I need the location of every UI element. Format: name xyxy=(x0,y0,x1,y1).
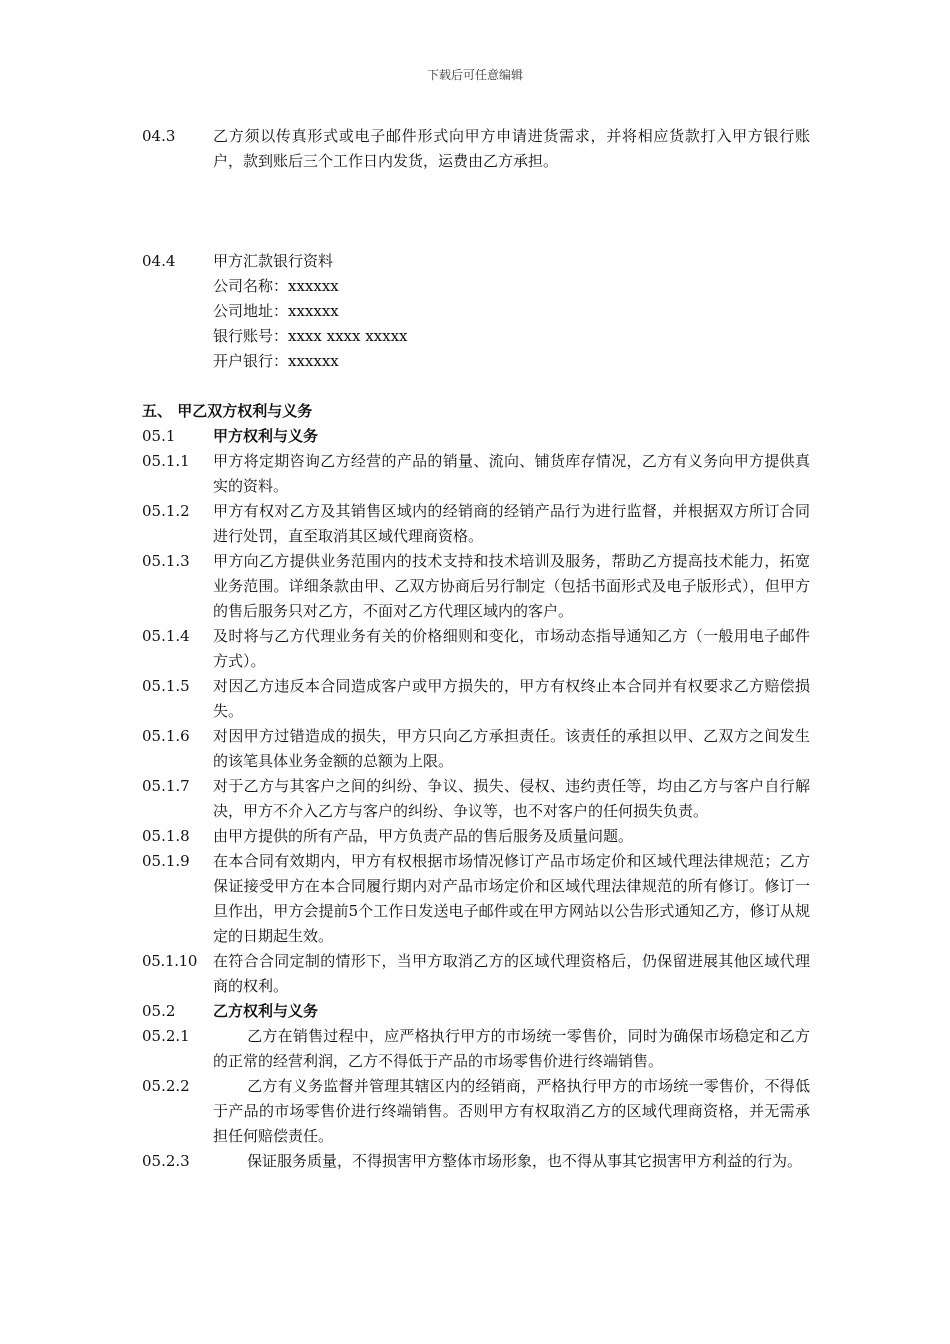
clause-number: 04.3 xyxy=(142,127,176,145)
clause-number: 05.1.1 xyxy=(142,452,190,470)
bank-name: 开户银行：xxxxxx xyxy=(213,352,339,370)
clause-05-1-4 xyxy=(142,624,810,674)
clause-text: 甲方向乙方提供业务范围内的技术支持和技术培训及服务，帮助乙方提高技术能力，拓宽业务范围。详细条款由甲、乙双方协商后另行制定（包括书面形式及电子版形式），但甲方的售后服务只对乙方，不面对乙方代理区域内的客户。 xyxy=(213,552,810,620)
clause-number: 05.1.10 xyxy=(142,952,198,970)
bank-account: 银行账号：xxxx xxxx xxxxx xyxy=(213,327,408,345)
clause-04-4 xyxy=(142,249,810,374)
subsection-05-1 xyxy=(142,424,810,449)
clause-text: 甲方将定期咨询乙方经营的产品的销量、流向、铺货库存情况，乙方有义务向甲方提供真实的资料。 xyxy=(213,452,810,495)
subsection-title: 甲方权利与义务 xyxy=(213,427,319,445)
clause-05-1-5 xyxy=(142,674,810,724)
clause-text: 对因乙方违反本合同造成客户或甲方损失的，甲方有权终止本合同并有权要求乙方赔偿损失。 xyxy=(213,677,810,720)
clause-number: 05.1.5 xyxy=(142,677,190,695)
clause-number: 05.1.8 xyxy=(142,827,190,845)
clause-04-3 xyxy=(142,124,810,174)
clause-number: 05.2 xyxy=(142,1002,176,1020)
clause-number: 05.1.7 xyxy=(142,777,190,795)
company-address: 公司地址：xxxxxx xyxy=(213,302,339,320)
clause-text: 对因甲方过错造成的损失，甲方只向乙方承担责任。该责任的承担以甲、乙双方之间发生的该笔具体业务金额的总额为上限。 xyxy=(213,727,810,770)
clause-05-2-2 xyxy=(142,1074,810,1149)
clause-05-1-9 xyxy=(142,849,810,949)
clause-number: 05.1 xyxy=(142,427,176,445)
contract-body xyxy=(142,124,810,1174)
section-5-title: 五、 甲乙双方权利与义务 xyxy=(142,402,313,420)
clause-number: 05.2.1 xyxy=(142,1027,190,1045)
clause-text: 在本合同有效期内，甲方有权根据市场情况修订产品市场定价和区域代理法律规范；乙方保证接受甲方在本合同履行期内对产品市场定价和区域代理法律规范的所有修订。修订一旦作出，甲方会提前5个工作日发送电子邮件或在甲方网站以公告形式通知乙方，修订从规定的日期起生效。 xyxy=(213,852,810,945)
clause-number: 05.2.3 xyxy=(142,1152,190,1170)
clause-05-1-3 xyxy=(142,549,810,624)
clause-05-1-10 xyxy=(142,949,810,999)
clause-05-2-1 xyxy=(142,1024,810,1074)
clause-text: 在符合合同定制的情形下，当甲方取消乙方的区域代理资格后，仍保留进展其他区域代理商的权利。 xyxy=(213,952,810,995)
clause-text: 乙方在销售过程中，应严格执行甲方的市场统一零售价，同时为确保市场稳定和乙方的正常的经营利润，乙方不得低于产品的市场零售价进行终端销售。 xyxy=(213,1027,810,1070)
clause-text: 及时将与乙方代理业务有关的价格细则和变化，市场动态指导通知乙方（一般用电子邮件方式）。 xyxy=(213,627,810,670)
clause-number: 04.4 xyxy=(142,252,176,270)
page-header: 下载后可任意编辑 xyxy=(426,68,523,82)
subsection-05-2 xyxy=(142,999,810,1024)
bank-info-title: 甲方汇款银行资料 xyxy=(213,252,334,270)
clause-text: 甲方有权对乙方及其销售区域内的经销商的经销产品行为进行监督，并根据双方所订合同进行处罚，直至取消其区域代理商资格。 xyxy=(213,502,810,545)
clause-05-1-6 xyxy=(142,724,810,774)
clause-05-1-1 xyxy=(142,449,810,499)
clause-number: 05.1.3 xyxy=(142,552,190,570)
clause-text: 乙方有义务监督并管理其辖区内的经销商，严格执行甲方的市场统一零售价，不得低于产品的市场零售价进行终端销售。否则甲方有权取消乙方的区域代理商资格，并无需承担任何赔偿责任。 xyxy=(213,1077,810,1145)
clause-number: 05.1.2 xyxy=(142,502,190,520)
subsection-title: 乙方权利与义务 xyxy=(213,1002,319,1020)
clause-number: 05.1.6 xyxy=(142,727,190,745)
clause-05-2-3 xyxy=(142,1149,810,1174)
clause-number: 05.1.4 xyxy=(142,627,190,645)
clause-number: 05.1.9 xyxy=(142,852,190,870)
clause-05-1-8 xyxy=(142,824,810,849)
clause-text: 对于乙方与其客户之间的纠纷、争议、损失、侵权、违约责任等，均由乙方与客户自行解决，甲方不介入乙方与客户的纠纷、争议等，也不对客户的任何损失负责。 xyxy=(213,777,810,820)
clause-text: 由甲方提供的所有产品，甲方负责产品的售后服务及质量问题。 xyxy=(213,827,634,845)
clause-05-1-7 xyxy=(142,774,810,824)
clause-05-1-2 xyxy=(142,499,810,549)
clause-text: 乙方须以传真形式或电子邮件形式向甲方申请进货需求，并将相应货款打入甲方银行账户，款到账后三个工作日内发货，运费由乙方承担。 xyxy=(213,127,810,170)
company-name: 公司名称：xxxxxx xyxy=(213,277,339,295)
clause-number: 05.2.2 xyxy=(142,1077,190,1095)
clause-text: 保证服务质量，不得损害甲方整体市场形象，也不得从事其它损害甲方利益的行为。 xyxy=(247,1152,803,1170)
